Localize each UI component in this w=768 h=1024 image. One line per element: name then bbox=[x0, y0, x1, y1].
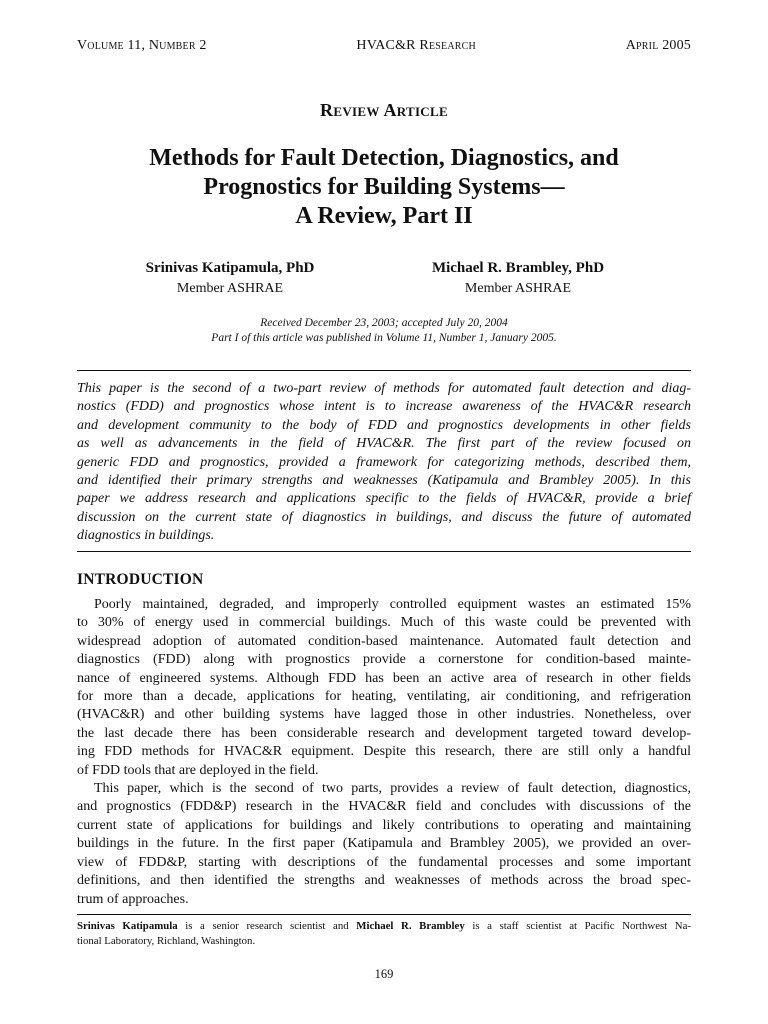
footnote-divider bbox=[77, 914, 691, 915]
received-date: Received December 23, 2003; accepted July 20, 2004 bbox=[260, 317, 508, 329]
article-type: Review Article bbox=[320, 100, 448, 120]
running-header bbox=[77, 38, 691, 54]
part-note: Part I of this article was published in Volume 11, Number 1, January 2005. bbox=[211, 332, 557, 344]
header-journal: HVAC&R Research bbox=[356, 38, 476, 53]
paragraph-line: This paper, which is the second of two parts, provides a review of fault detection, diagnostics, bbox=[94, 781, 691, 797]
footnote bbox=[77, 919, 691, 949]
publication-history bbox=[0, 316, 768, 346]
paragraph-line: current state of applications for buildings and likely contributions to operating and maintaining bbox=[77, 817, 691, 833]
author-name: Srinivas Katipamula, PhD bbox=[145, 260, 315, 276]
abstract-line: and identified their primary strengths and weaknesses (Katipamula and Brambley 2005). In this bbox=[77, 473, 691, 489]
paragraph-line: definitions, and then identified the strengths and weaknesses of methods across the broad spec- bbox=[77, 873, 691, 889]
divider bbox=[77, 551, 691, 552]
paragraph-line: Poorly maintained, degraded, and improperly controlled equipment wastes an estimated 15% bbox=[94, 597, 691, 612]
paragraph-line: for more than a decade, applications for heating, ventilating, air conditioning, and refrigeration bbox=[77, 689, 691, 705]
author-name: Michael R. Brambley, PhD bbox=[431, 260, 605, 276]
footnote-line bbox=[77, 919, 691, 934]
footnote-author-1: Srinivas Katipamula bbox=[77, 920, 178, 932]
footnote-text: is a staff scientist at Pacific Northwest Na- bbox=[464, 920, 691, 932]
abstract-line: and development community to the body of FDD and prognostics developments in other fields bbox=[77, 417, 691, 433]
abstract bbox=[77, 380, 691, 546]
paragraph-line: and prognostics (FDD&P) research in the HVAC&R field and concludes with discussions of the bbox=[77, 799, 691, 815]
footnote-text: is a senior research scientist and bbox=[177, 920, 357, 932]
author-1 bbox=[70, 258, 390, 300]
abstract-line: diagnostics in buildings. bbox=[77, 528, 215, 544]
paragraph-line: nance of engineered systems. Although FDD has been an active area of research in other fields bbox=[77, 670, 691, 686]
abstract-line: generic FDD and prognostics, provided a framework for categorizing methods, described them, bbox=[77, 454, 691, 470]
abstract-line: paper we address research and applications specific to the fields of HVAC&R, provide a brief bbox=[77, 491, 691, 507]
article-title bbox=[60, 144, 708, 231]
divider bbox=[77, 370, 691, 371]
abstract-line: discussion on the current state of diagnostics in buildings, and discuss the future of automated bbox=[77, 509, 691, 525]
author-2 bbox=[358, 258, 678, 300]
title-line: A Review, Part II bbox=[295, 203, 473, 229]
page-number: 169 bbox=[374, 967, 394, 981]
footnote-line: tional Laboratory, Richland, Washington. bbox=[77, 935, 256, 947]
section-heading: INTRODUCTION bbox=[77, 571, 204, 588]
title-line: Prognostics for Building Systems— bbox=[203, 174, 565, 200]
paragraph-line: of FDD tools that are deployed in the field. bbox=[77, 762, 319, 778]
body-text bbox=[77, 596, 691, 909]
abstract-line: nostics (FDD) and prognostics whose intent is to increase awareness of the HVAC&R research bbox=[77, 399, 691, 415]
author-affiliation: Member ASHRAE bbox=[464, 281, 572, 296]
paragraph-line: the last decade there has been considerable research and development targeted toward develop- bbox=[77, 725, 691, 741]
author-block bbox=[0, 258, 768, 308]
header-volume: Volume 11, Number 2 bbox=[77, 38, 207, 53]
paragraph-line: buildings in the future. In the first paper (Katipamula and Brambley 2005), we provided an over- bbox=[77, 836, 691, 852]
paragraph-line: diagnostics (FDD) along with prognostics provide a cornerstone for condition-based mainte- bbox=[77, 652, 691, 668]
paragraph-line: view of FDD&P, starting with descriptions of the fundamental processes and some important bbox=[77, 854, 691, 870]
title-line: Methods for Fault Detection, Diagnostics, and bbox=[149, 145, 619, 171]
paragraph-line: to 30% of energy used in commercial buildings. Much of this waste could be prevented with bbox=[77, 615, 691, 631]
paragraph-line: ing FDD methods for HVAC&R equipment. Despite this research, there are still only a handful bbox=[77, 744, 691, 760]
abstract-line: This paper is the second of a two-part review of methods for automated fault detection and diag- bbox=[77, 381, 691, 396]
footnote-author-2: Michael R. Brambley bbox=[356, 920, 465, 932]
abstract-line: as well as advancements in the field of HVAC&R. The first part of the review focused on bbox=[77, 436, 691, 452]
author-affiliation: Member ASHRAE bbox=[176, 281, 284, 296]
header-date: April 2005 bbox=[625, 38, 691, 53]
paragraph-line: widespread adoption of automated condition-based maintenance. Automated fault detection and bbox=[77, 633, 691, 649]
paragraph-line: (HVAC&R) and other building systems have lagged those in other industries. Nonetheless, over bbox=[77, 707, 691, 723]
paragraph-line: trum of approaches. bbox=[77, 891, 189, 907]
